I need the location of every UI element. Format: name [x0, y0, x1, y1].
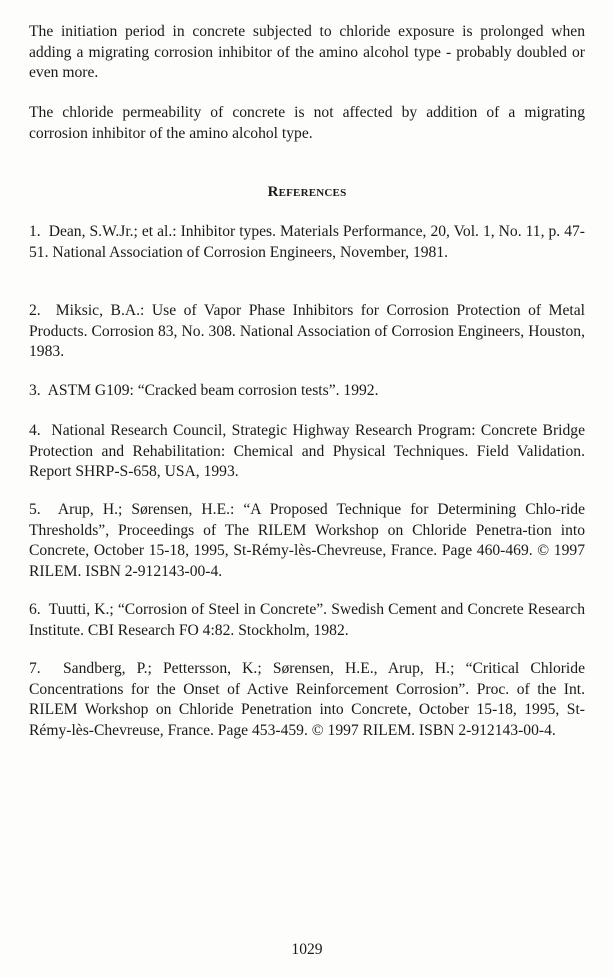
conclusion-paragraph-1: The initiation period in concrete subjected to chloride exposure is prolonged when adding a migrating corrosion inhibitor of the amino alcohol type - probably doubled or even more. — [29, 23, 585, 82]
reference-item-1: 1. Dean, S.W.Jr.; et al.: Inhibitor types. Materials Performance, 20, Vol. 1, No. 11, p. 47-51. National Association of Corrosion Engineers, November, 1981. — [29, 223, 585, 261]
reference-item-7: 7. Sandberg, P.; Pettersson, K.; Sørensen, H.E., Arup, H.; “Critical Chloride Concentrations for the Onset of Active Reinforcement Corrosion”. Proc. of the Int. RILEM Workshop on Chloride Penetration into Concrete, October 15-18, 1995, St-Rémy-lès-Chevreuse, France. Page 453-459. © 1997 RILEM. ISBN 2-912143-00-4. — [29, 660, 585, 739]
reference-item-4: 4. National Research Council, Strategic Highway Research Program: Concrete Bridge Protection and Rehabilitation: Chemical and Physical Techniques. Field Validation. Report SHRP-S-658, USA, 1993. — [29, 422, 585, 481]
conclusion-paragraph-2: The chloride permeability of concrete is not affected by addition of a migrating corrosion inhibitor of the amino alcohol type. — [29, 104, 585, 142]
reference-item-5: 5. Arup, H.; Sørensen, H.E.: “A Proposed Technique for Determining Chlo-ride Thresholds”, Proceedings of The RILEM Workshop on Chloride Penetra-tion into Concrete, October 15-18, 1995, St-Rémy-lès-Chevreuse, France. Page 460-469. © 1997 RILEM. ISBN 2-912143-00-4. — [29, 501, 585, 580]
reference-item-6: 6. Tuutti, K.; “Corrosion of Steel in Concrete”. Swedish Cement and Concrete Research Institute. CBI Research FO 4:82. Stockholm, 1982. — [29, 601, 585, 639]
page-number: 1029 — [291, 941, 323, 958]
reference-item-3: 3. ASTM G109: “Cracked beam corrosion tests”. 1992. — [29, 382, 379, 399]
references-heading: References — [267, 184, 347, 200]
reference-item-2: 2. Miksic, B.A.: Use of Vapor Phase Inhibitors for Corrosion Protection of Metal Products. Corrosion 83, No. 308. National Association of Corrosion Engineers, Houston, 1983. — [29, 302, 585, 361]
